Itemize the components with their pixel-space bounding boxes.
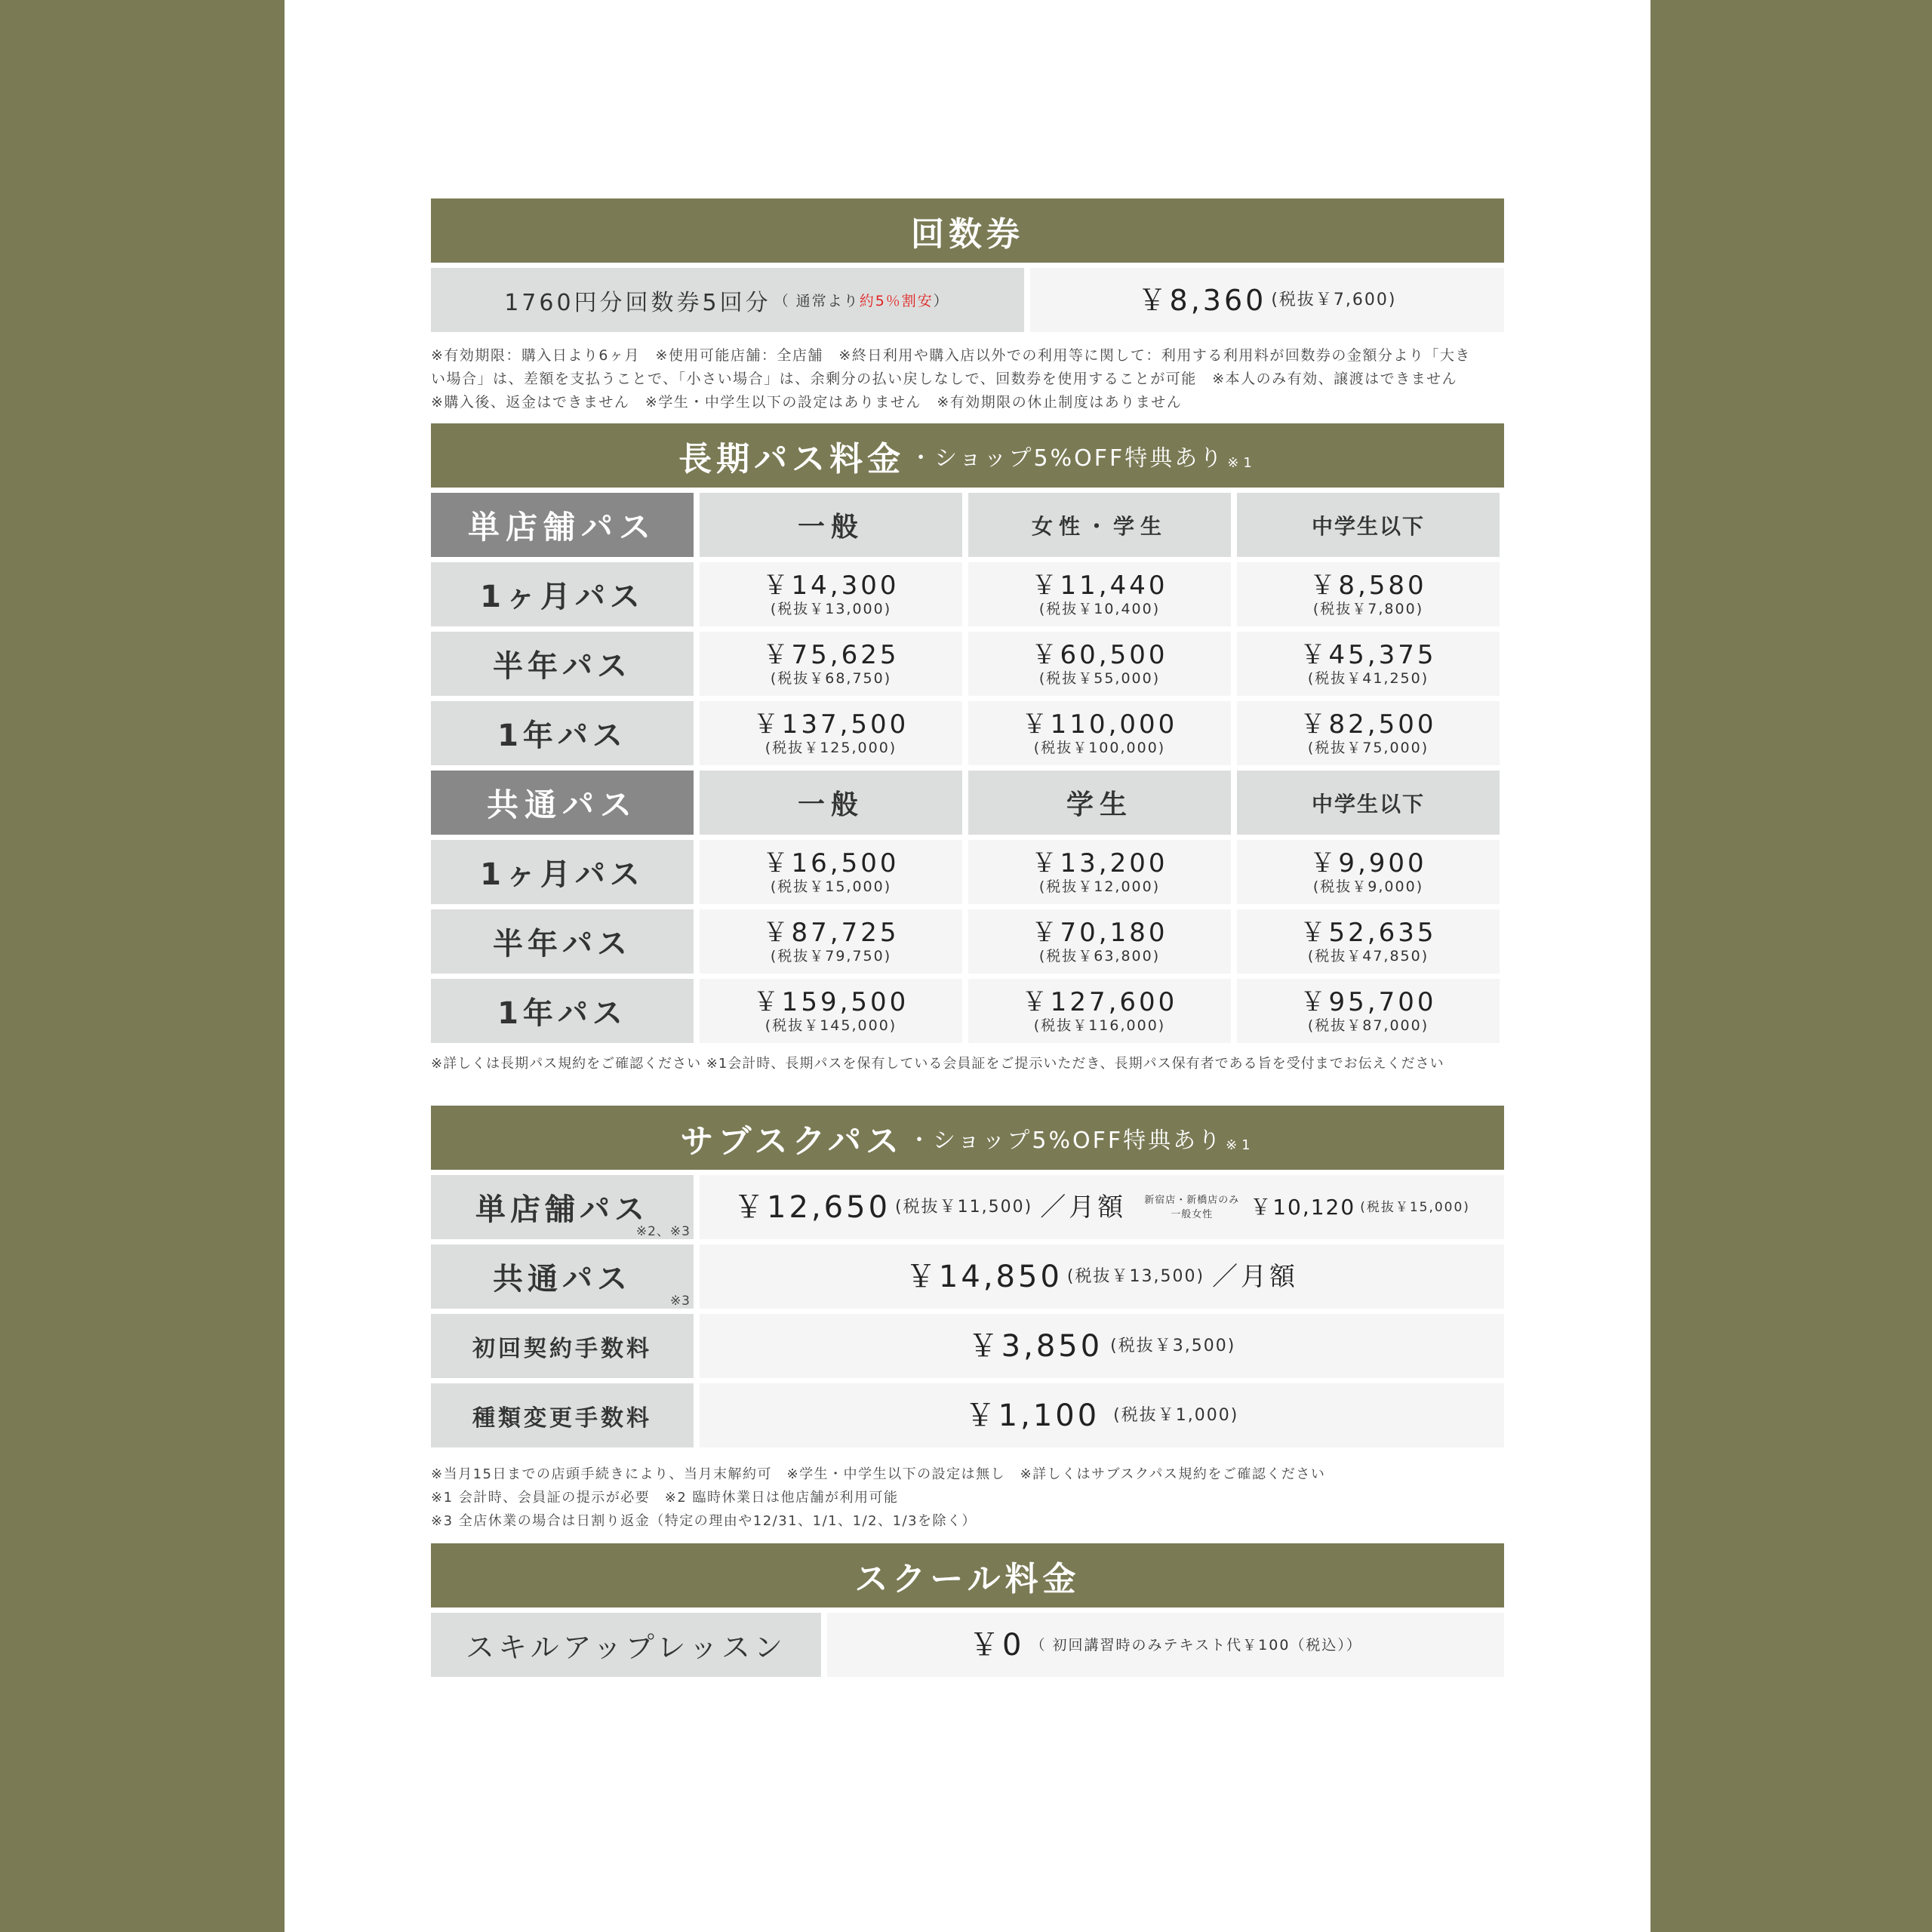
price: ￥82,500 <box>1300 709 1437 740</box>
column-header-junior: 中学生以下 <box>1237 771 1500 835</box>
table-row <box>431 562 1504 626</box>
school-section-header <box>431 1543 1504 1607</box>
ticket-item-note-open: （ 通常より <box>774 293 860 309</box>
price: ￥75,625 <box>762 639 900 670</box>
table-row <box>431 632 1504 696</box>
price-cell <box>700 632 962 696</box>
long-pass-header-row <box>431 493 1504 557</box>
column-header-student: 学生 <box>968 771 1231 835</box>
price-cell <box>968 909 1231 974</box>
price-cell <box>1237 632 1500 696</box>
price-tax: (税抜￥100,000) <box>1033 739 1166 756</box>
price: ￥9,900 <box>1309 848 1427 878</box>
price: ￥60,500 <box>1031 639 1168 670</box>
price: ￥87,725 <box>762 917 900 948</box>
price: ￥137,500 <box>752 709 909 740</box>
subsc-special-line1: 新宿店・新橋店のみ <box>1144 1194 1240 1206</box>
subsc-change-price-cell <box>700 1383 1504 1447</box>
row-label: 1年パス <box>431 701 694 765</box>
price: ￥159,500 <box>752 986 909 1017</box>
school-label: スキルアップレッスン <box>431 1613 821 1677</box>
row-label: 1ヶ月パス <box>431 840 694 904</box>
price-tax: (税抜￥13,000) <box>770 600 892 617</box>
ticket-note-line: ※購入後、返金はできません ※学生・中学生以下の設定はありません ※有効期限の休止制度はありません <box>431 394 1183 411</box>
school-price: ￥0 <box>969 1627 1025 1663</box>
subsc-special-tax: (税抜￥15,000) <box>1360 1199 1470 1215</box>
price-tax: (税抜￥63,800) <box>1038 947 1161 964</box>
column-header-junior: 中学生以下 <box>1237 493 1500 557</box>
subsc-subtitle: ・ショップ5%OFF特典あり <box>907 1127 1223 1154</box>
subsc-section-header <box>431 1106 1504 1170</box>
price-cell <box>1237 562 1500 626</box>
ticket-price-cell <box>1030 268 1504 332</box>
price-cell <box>968 840 1231 904</box>
subsc-special-label <box>1144 1193 1239 1222</box>
price-cell <box>1237 840 1500 904</box>
subsc-single-row <box>431 1175 1504 1239</box>
ticket-notes <box>431 344 1504 414</box>
subsc-initial-tax: (税抜￥3,500) <box>1110 1336 1236 1355</box>
school-price-note: （ 初回講習時のみテキスト代￥100（税込）） <box>1030 1636 1362 1654</box>
price-cell <box>968 979 1231 1043</box>
subsc-common-row <box>431 1244 1504 1309</box>
ticket-item-cell <box>431 268 1024 332</box>
common-pass-label: 共通パス <box>431 771 694 835</box>
subsc-common-label-note: ※3 <box>669 1294 691 1309</box>
single-store-pass-label: 単店舗パス <box>431 493 694 557</box>
page-background <box>285 0 1651 1932</box>
price-tax: (税抜￥10,400) <box>1038 600 1161 617</box>
school-row <box>431 1613 1504 1677</box>
table-row <box>431 840 1504 904</box>
subsc-title: サブスクパス <box>680 1121 903 1161</box>
subsc-single-label-cell <box>431 1175 694 1239</box>
price-cell <box>700 840 962 904</box>
subsc-common-price-cell <box>700 1244 1504 1309</box>
school-price-cell <box>827 1613 1504 1677</box>
price: ￥70,180 <box>1031 917 1168 948</box>
subsc-note-line: ※3 全店休業の場合は日割り返金（特定の理由や12/31、1/1、1/2、1/3を除く） <box>431 1513 977 1529</box>
price: ￥16,500 <box>762 848 900 878</box>
price-cell <box>1237 701 1500 765</box>
price: ￥52,635 <box>1300 917 1437 948</box>
subsc-note-line: ※1 会計時、会員証の提示が必要 ※2 臨時休業日は他店舗が利用可能 <box>431 1490 899 1506</box>
price-cell <box>1237 909 1500 974</box>
subsc-common-label: 共通パス <box>493 1262 632 1297</box>
price-tax: (税抜￥41,250) <box>1307 669 1429 687</box>
price-cell <box>1237 979 1500 1043</box>
row-label: 半年パス <box>431 632 694 696</box>
subsc-special-price: ￥10,120 <box>1250 1194 1356 1220</box>
column-header-general: 一般 <box>700 493 962 557</box>
subsc-common-tax: (税抜￥13,500) <box>1066 1266 1205 1286</box>
subsc-initial-row <box>431 1314 1504 1378</box>
column-header-general: 一般 <box>700 771 962 835</box>
price-cell <box>968 632 1231 696</box>
row-label: 1年パス <box>431 979 694 1043</box>
price-tax: (税抜￥47,850) <box>1307 947 1429 964</box>
long-pass-title: 長期パス料金 <box>678 439 906 478</box>
subsc-common-price: ￥14,850 <box>905 1259 1063 1294</box>
school-title: スクール料金 <box>854 1559 1081 1598</box>
subsc-change-tax: (税抜￥1,000) <box>1113 1405 1239 1425</box>
price-list <box>431 198 1504 1677</box>
subsc-single-tax: (税抜￥11,500) <box>895 1197 1033 1217</box>
price-tax: (税抜￥15,000) <box>770 878 892 895</box>
long-pass-note: ※詳しくは長期パス規約をご確認ください ※1会計時、長期パスを保有している会員証をご提示いただき、長期パス保有者である旨を受付までお伝えください <box>431 1056 1444 1072</box>
subsc-notes <box>431 1463 1504 1533</box>
subsc-change-label: 種類変更手数料 <box>431 1383 694 1447</box>
price-cell <box>700 562 962 626</box>
price-cell <box>700 701 962 765</box>
ticket-discount: 約5％割安 <box>859 293 934 309</box>
subsc-single-price-cell <box>700 1175 1504 1239</box>
long-pass-header-row <box>431 771 1504 835</box>
subsc-common-per: ／月額 <box>1212 1261 1299 1292</box>
price: ￥110,000 <box>1021 709 1178 740</box>
ticket-price: ￥8,360 <box>1137 283 1267 317</box>
price-cell <box>700 909 962 974</box>
price-tax: (税抜￥116,000) <box>1033 1017 1166 1034</box>
price-tax: (税抜￥12,000) <box>1038 878 1161 895</box>
price: ￥11,440 <box>1031 570 1168 601</box>
price-cell <box>968 562 1231 626</box>
subsc-single-price: ￥12,650 <box>734 1189 891 1225</box>
price: ￥8,580 <box>1309 570 1427 601</box>
subsc-single-per: ／月額 <box>1040 1192 1127 1223</box>
price-tax: (税抜￥9,000) <box>1312 878 1424 895</box>
subsc-special-line2: 一般女性 <box>1171 1208 1214 1220</box>
price-tax: (税抜￥125,000) <box>764 739 897 756</box>
row-label: 半年パス <box>431 909 694 974</box>
table-row <box>431 701 1504 765</box>
ticket-price-tax: (税抜￥7,600) <box>1271 290 1397 309</box>
price: ￥14,300 <box>762 570 900 601</box>
subsc-subtitle-note: ※1 <box>1226 1137 1255 1153</box>
price-tax: (税抜￥75,000) <box>1307 739 1429 756</box>
price: ￥45,375 <box>1300 639 1437 670</box>
table-row <box>431 909 1504 974</box>
ticket-note-line: い場合」は、差額を支払うことで、「小さい場合」は、余剰分の払い戻しなしで、回数券を使用することが可能 ※本人のみ有効、譲渡はできません <box>431 371 1458 387</box>
subsc-single-label-note: ※2、※3 <box>635 1224 691 1239</box>
ticket-section-header <box>431 198 1504 263</box>
subsc-change-price: ￥1,100 <box>964 1398 1100 1433</box>
row-label: 1ヶ月パス <box>431 562 694 626</box>
long-pass-subtitle: ・ショップ5%OFF特典あり <box>909 445 1225 472</box>
long-pass-section-header <box>431 423 1504 488</box>
price-cell <box>700 979 962 1043</box>
price-tax: (税抜￥68,750) <box>770 669 892 687</box>
price: ￥13,200 <box>1031 848 1168 878</box>
price-tax: (税抜￥55,000) <box>1038 669 1161 687</box>
price: ￥95,700 <box>1300 986 1437 1017</box>
price-tax: (税抜￥79,750) <box>770 947 892 964</box>
ticket-item-note-close: ） <box>933 293 951 309</box>
ticket-note-line: ※有効期限：購入日より6ヶ月 ※使用可能店舗：全店舗 ※終日利用や購入店以外での利用等に関して：利用する利用料が回数券の金額分より「大き <box>431 347 1471 364</box>
subsc-initial-price: ￥3,850 <box>968 1328 1103 1364</box>
subsc-initial-price-cell <box>700 1314 1504 1378</box>
column-header-female-student: 女性・学生 <box>968 493 1231 557</box>
subsc-change-row <box>431 1383 1504 1447</box>
price-tax: (税抜￥87,000) <box>1307 1017 1429 1034</box>
table-row <box>431 979 1504 1043</box>
ticket-item: 1760円分回数券5回分 <box>504 289 771 316</box>
price-cell <box>968 701 1231 765</box>
subsc-note-line: ※当月15日までの店頭手続きにより、当月末解約可 ※学生・中学生以下の設定は無し ※詳しくはサブスクパス規約をご確認ください <box>431 1466 1326 1482</box>
price-tax: (税抜￥7,800) <box>1312 600 1424 617</box>
ticket-title: 回数券 <box>911 214 1024 254</box>
subsc-single-label: 単店舗パス <box>475 1192 649 1227</box>
price: ￥127,600 <box>1021 986 1178 1017</box>
price-tax: (税抜￥145,000) <box>764 1017 897 1034</box>
subsc-initial-label: 初回契約手数料 <box>431 1314 694 1378</box>
long-pass-subtitle-note: ※1 <box>1227 455 1257 471</box>
subsc-common-label-cell <box>431 1244 694 1309</box>
